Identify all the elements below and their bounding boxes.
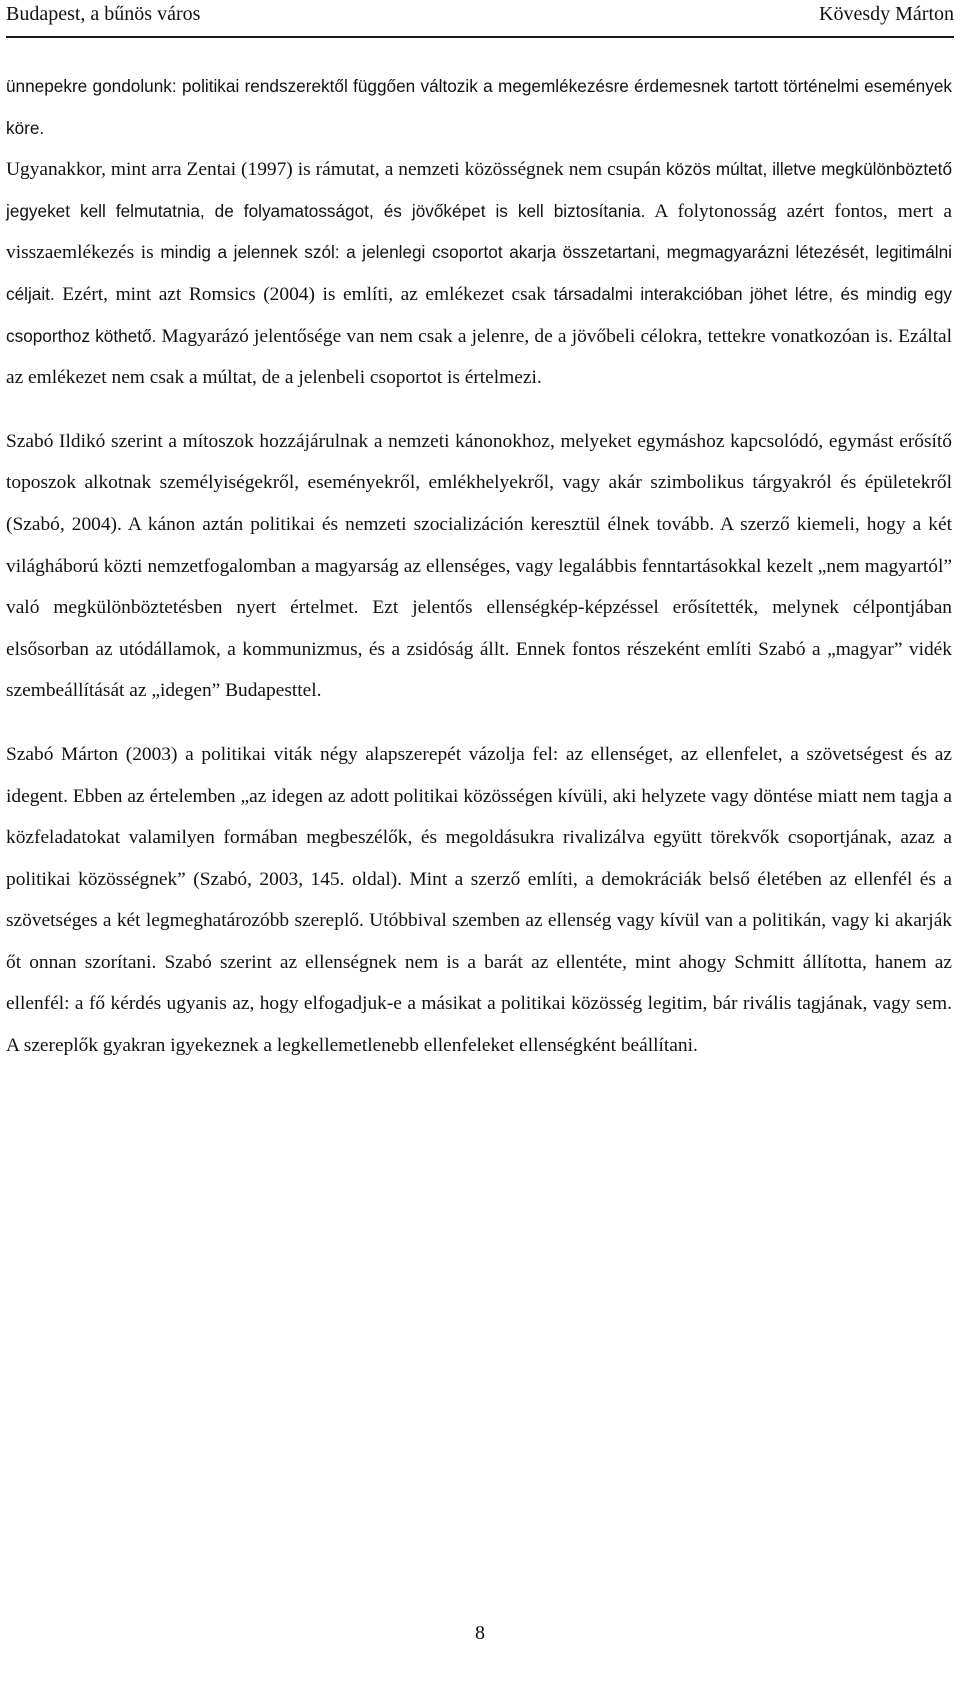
text-run: közös múltat, illetve megkülönböztető jegyeket kell felmutatnia, de folyamatosságot, és jövőképet is kell biztosítania. bbox=[6, 159, 952, 221]
page-header bbox=[6, 0, 954, 38]
text-run: A folytonosság azért fontos, mert a visszaemlékezés is bbox=[6, 200, 952, 264]
paragraph-szabo-marton: Szabó Márton (2003) a politikai viták négy alapszerepét vázolja fel: az ellenséget, az ellenfelet, a szövetségest és az idegent. Ebben az értelemben „az idegen az adott politikai közösségen kívüli, aki helyzete vagy döntése miatt nem tagja a közfeladatokat valamilyen formában megbeszélők, és megoldásukra rivalizálva együtt törekvők csoportjának, azaz a politikai közösségnek” (Szabó, 2003, 145. oldal). Mint a szerző említi, a demokráciák belső életében az ellenfél és a szövetséges a két legmeghatározóbb szereplő. Utóbbival szemben az ellenség vagy kívül van a politikán, vagy ki akarják őt onnan szorítani. Szabó szerint az ellenségnek nem is a barát az ellentéte, mint ahogy Schmitt állította, hanem az ellenfél: a fő kérdés ugyanis az, hogy elfogadjuk-e a másikat a politikai közösség legitim, bár rivális tagjának, vagy sem. A szereplők gyakran igyekeznek a legkellemetlenebb ellenfeleket ellenségként beállítani. bbox=[6, 743, 952, 1057]
text-run: mindig a jelennek szól: a jelenlegi csoportot akarja összetartani, megmagyarázni létezését, legitimálni céljait. bbox=[6, 242, 952, 304]
header-title: Budapest, a bűnös város bbox=[6, 3, 201, 25]
text-run: Magyarázó jelentősége van nem csak a jelenre, de a jövőbeli célokra, tettekre vonatkozóan is. Ezáltal az emlékezet nem csak a múltat, de a jelenbeli csoportot is értelmezi. bbox=[6, 325, 952, 389]
paragraph-szabo-ildiko: Szabó Ildikó szerint a mítoszok hozzájárulnak a nemzeti kánonokhoz, melyeket egymáshoz kapcsolódó, egymást erősítő toposzok alkotnak személyiségekről, eseményekről, emlékhelyekről, vagy akár szimbolikus tárgyakról és épületekről (Szabó, 2004). A kánon aztán politikai és nemzeti szocializáción keresztül élnek tovább. A szerző kiemeli, hogy a két világháború közti nemzetfogalomban a magyarság az ellenséges, vagy legalábbis fenntartásokkal kezelt „nem magyartól” való megkülönböztetésben nyert értelmet. Ezt jelentős ellenségkép-képzéssel erősítették, melynek célpontjában elsősorban az utódállamok, a kommunizmus, és a zsidóság állt. Ennek fontos részeként említi Szabó a „magyar” vidék szembeállítását az „idegen” Budapesttel. bbox=[6, 430, 952, 702]
text-run: Ezért, mint azt Romsics (2004) is említi, az emlékezet csak bbox=[54, 283, 554, 305]
text-run: Ugyanakkor, mint arra Zentai (1997) is rámutat, a nemzeti közösségnek nem csupán bbox=[6, 159, 666, 181]
document-body bbox=[6, 66, 952, 1067]
page-number: 8 bbox=[475, 1622, 485, 1644]
paragraph-continuation: ünnepekre gondolunk: politikai rendszerektől függően változik a megemlékezésre érdemesnek tartott történelmi események köre. bbox=[6, 76, 952, 138]
paragraph-zentai bbox=[6, 149, 952, 399]
text-run: társadalmi interakcióban jöhet létre, és mindig egy csoporthoz köthető. bbox=[6, 283, 952, 346]
header-author: Kövesdy Márton bbox=[819, 3, 954, 25]
